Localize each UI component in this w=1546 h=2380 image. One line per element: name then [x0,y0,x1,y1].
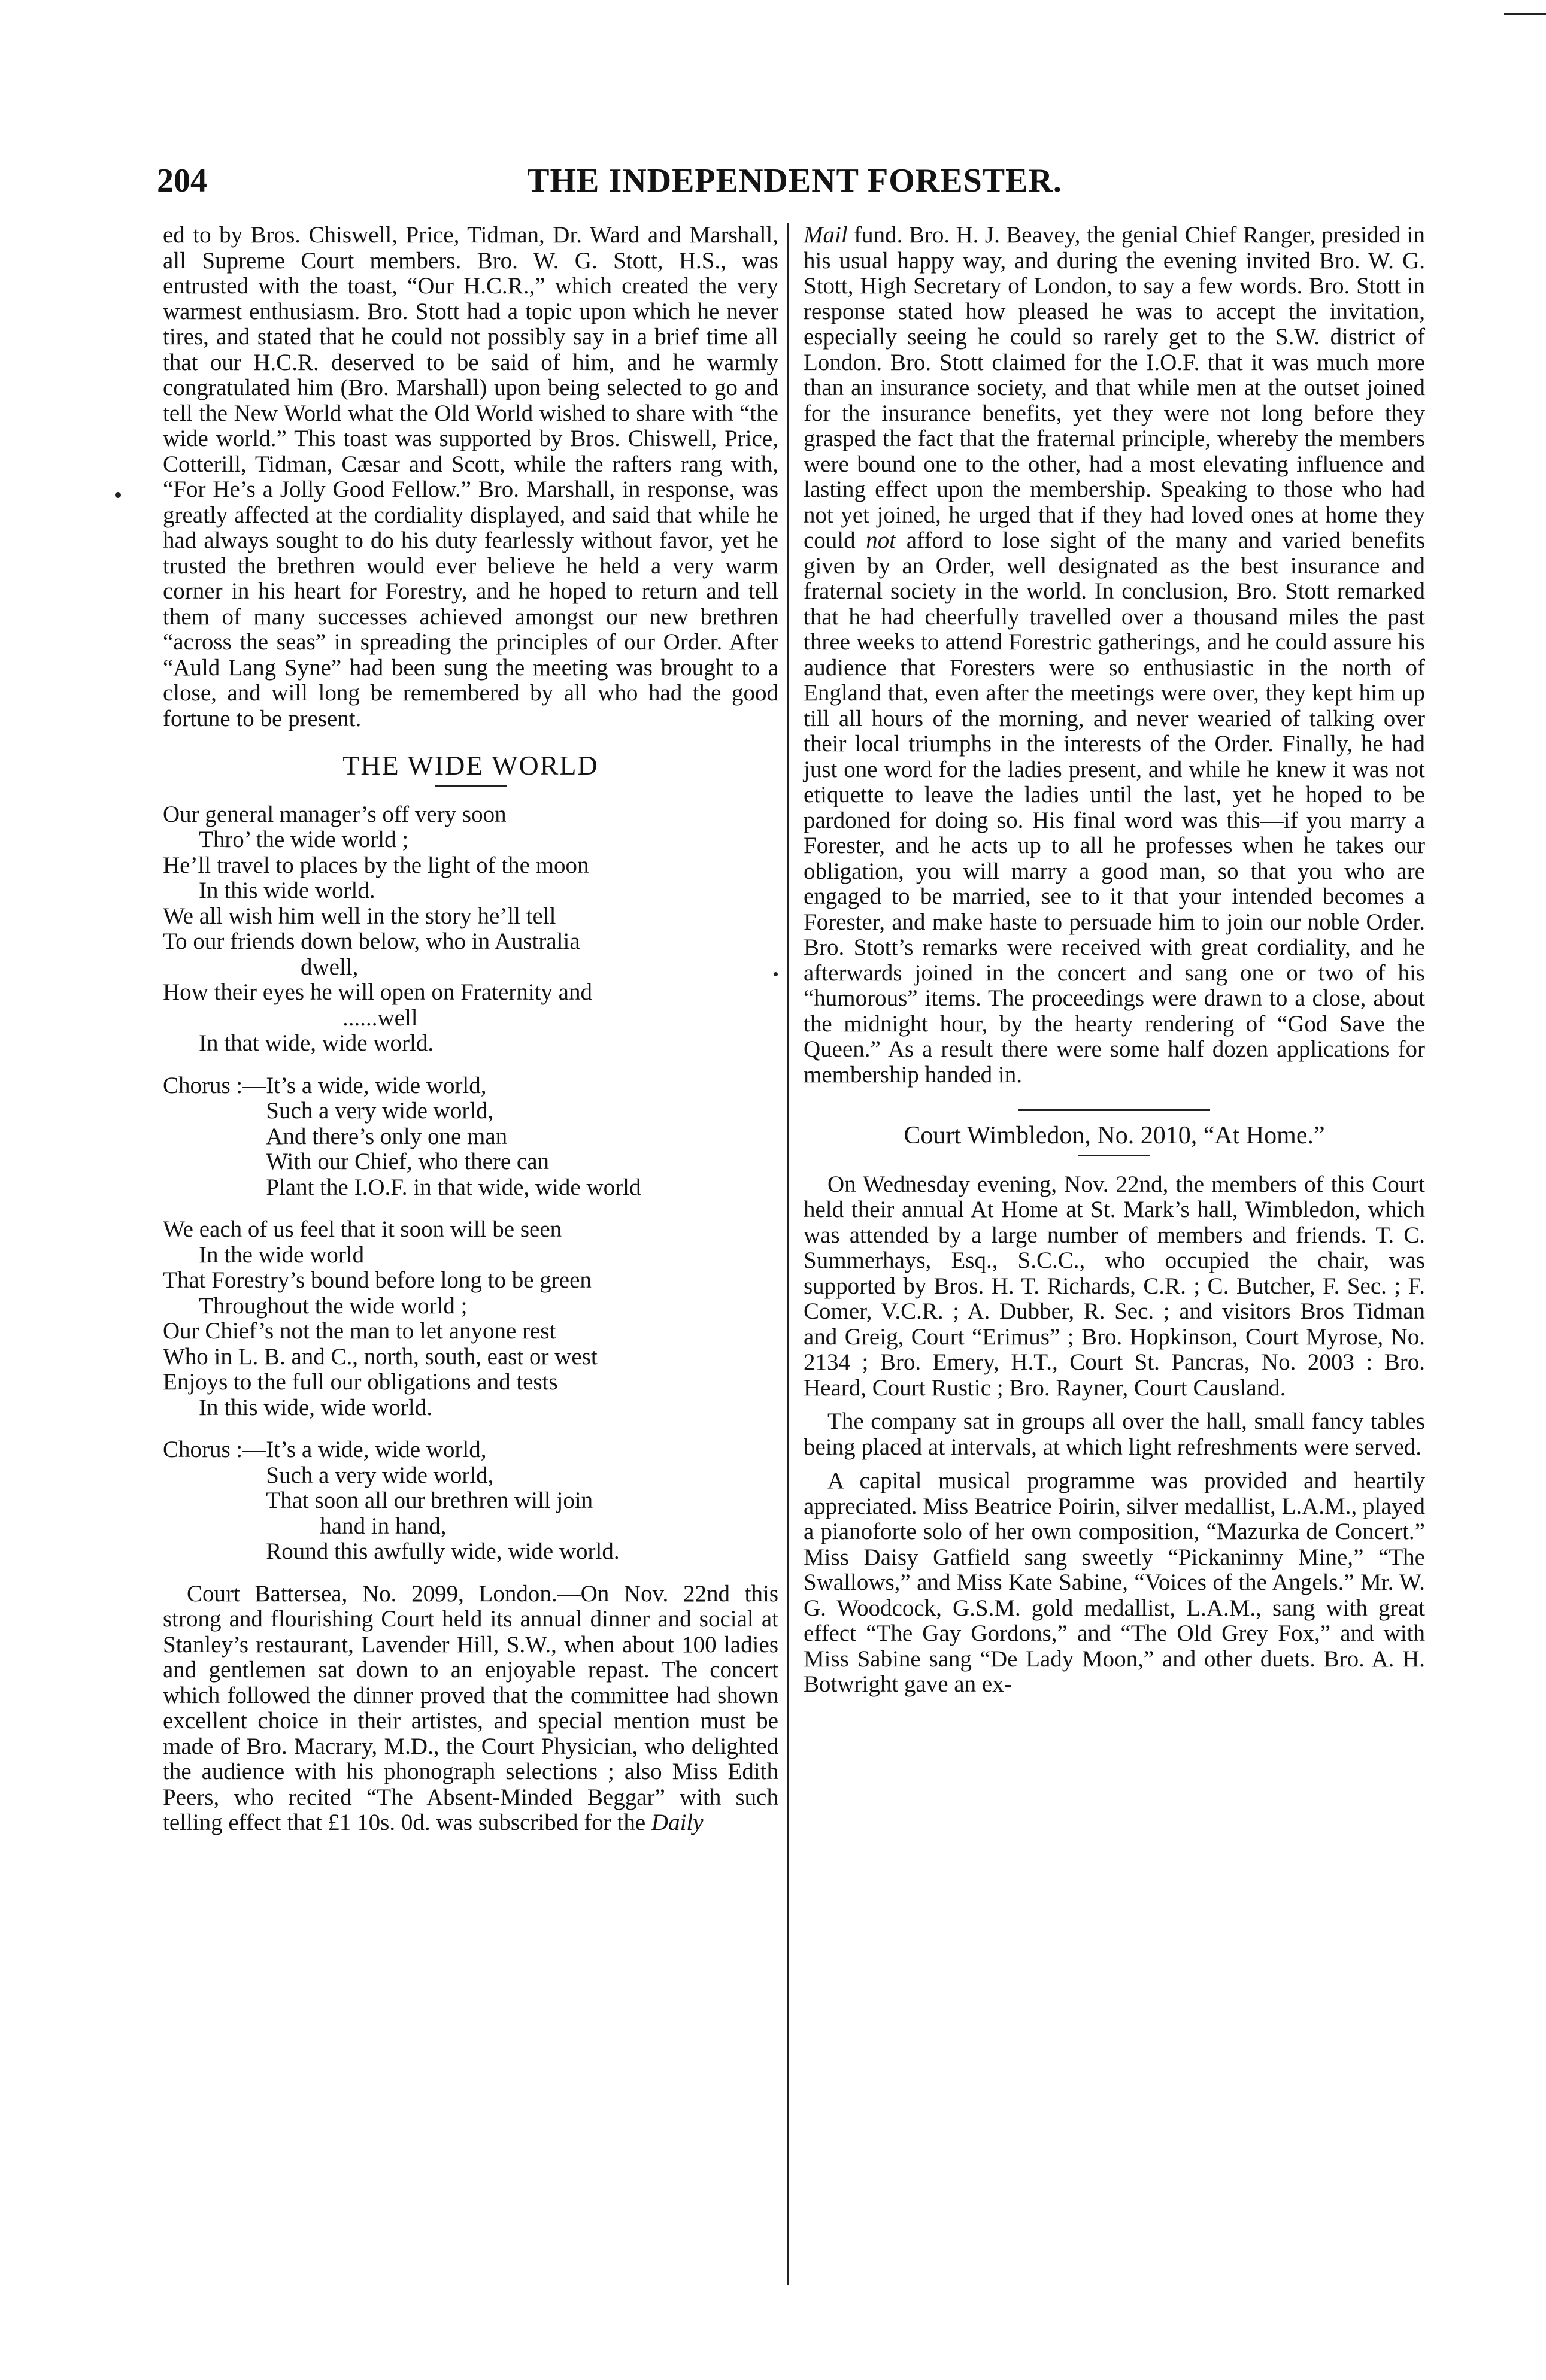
wimbledon-paragraph-2: The company sat in groups all over the hall, small fancy tables being placed at intervals, at which light refreshments were served. [804,1408,1425,1460]
verse-line: That Forestry’s bound before long to be green [163,1267,592,1293]
article-continuation-right [804,223,1425,1088]
poem-title: THE WIDE WORLD [342,750,599,781]
running-title: THE INDEPENDENT FORESTER. [527,162,1062,199]
wimbledon-paragraph-3: A capital musical programme was provided and heartily appreciated. Miss Beatrice Poirin, silver medallist, L.A.M., played a pianoforte solo of her own composition, “Mazurka de Concert.” Miss Daisy Gatfield sang sweetly “Pickaninny Mine,” “The Swallows,” and Miss Kate Sabine, “Voices of the Angels.” Mr. W. G. Woodcock, G.S.M. gold medallist, L.A.M., sang with great effect “The Gay Gordons,” and “The Old Grey Fox,” and with Miss Sabine sang “De Lady Moon,” and other duets. Bro. A. H. Botwright gave an ex- [804,1468,1425,1697]
stott-speech-text-rest: afford to lose sight of the many and varied benefits given by an Order, well designated as the best insurance and fraternal society in the world. In conclusion, Bro. Stott remarked that he had cheerfully travelled over a thousand miles the past three weeks to attend Forestric gatherings, and he could assure his audience that Foresters were so enthusiastic in the north of England that, even after the meetings were over, they kept him up till all hours of the morning, and never wearied of talking over their local triumphs in the interests of the Order. Finally, he had just one word for the ladies present, and while he knew it was not etiquette to leave the ladies until the last, yet he hoped to be pardoned for doing so. His final word was this—if you marry a Forester, and he acts up to all he professes when he takes our obligation, you will marry a good man, so that you who are engaged to be married, see to it that your intended becomes a Forester, and make haste to persuade him to join our noble Order. Bro. Stott’s remarks were received with great cordiality, and he afterwards joined in the concert and sang one or two of his “humorous” items. The proceedings were drawn to a close, about the midnight hour, by the hearty rendering of “God Save the Queen.” As a result there were some half dozen applications for membership handed in. [804,527,1425,1088]
verse-line: Who in L. B. and C., north, south, east or west [163,1343,598,1370]
poem-stanza-1 [163,802,778,1057]
page-number: 204 [157,162,207,199]
verse-line: dwell, [301,954,359,980]
verse-line: We each of us feel that it soon will be seen [163,1216,562,1242]
verse-line: Our general manager’s off very soon [163,801,507,827]
verse-line: Thro’ the wide world ; [199,827,409,852]
poem-chorus-1 [163,1073,778,1201]
verse-line: We all wish him well in the story he’ll tell [163,903,556,929]
page-header [157,157,1432,205]
article-continuation: ed to by Bros. Chiswell, Price, Tidman, Dr. Ward and Marshall, all Supreme Court members. Bro. W. G. Stott, H.S., was entrusted with the toast, “Our H.C.R.,” which created the very warmest enthusiasm. Bro. Stott had a topic upon which he never tires, and stated that he could not possibly say in a brief time all that our H.C.R. deserved to be said of him, and he warmly congratulated him (Bro. Marshall) upon being selected to go and tell the New World what the Old World wished to share with “the wide world.” This toast was supported by Bros. Chiswell, Price, Cotterill, Tidman, Cæsar and Scott, while the rafters rang with, “For He’s a Jolly Good Fellow.” Bro. Marshall, in response, was greatly affected at the cordiality displayed, and said that while he had always sought to do his duty fearlessly without favor, yet he trusted the brethren would ever believe he held a very warm corner in his heart for Forestry, and he hoped to return and tell them of many successes achieved amongst our new brethren “across the seas” in spreading the principles of our Order. After “Auld Lang Syne” had been sung the meeting was brought to a close, and will long be remembered by all who had the good fortune to be present. [163,222,778,731]
margin-dot [115,492,121,498]
verse-line: It’s a wide, wide world, [266,1437,487,1462]
left-column [163,223,778,1836]
verse-line: Such a very wide world, [266,1462,494,1488]
corner-rule [1504,13,1546,15]
verse-line: hand in hand, [320,1513,447,1539]
daily-mail-italic: Daily [651,1810,704,1835]
section-rule [1018,1109,1210,1111]
title-rule [435,785,507,787]
poem-chorus-2 [163,1437,778,1565]
verse-line: He’ll travel to places by the light of the moon [163,852,589,878]
verse-line: ......well [342,1004,418,1031]
verse-line: Round this awfully wide, wide world. [266,1538,620,1564]
verse-line: How their eyes he will open on Fraternity and [163,979,592,1005]
court-battersea-report [163,1581,778,1836]
column-divider [787,223,789,2285]
wimbledon-heading: Court Wimbledon, No. 2010, “At Home.” [904,1122,1325,1149]
court-battersea-text: Court Battersea, No. 2099, London.—On Nov. 22nd this strong and flourishing Court held its annual dinner and social at Stanley’s restaurant, Lavender Hill, S.W., when about 100 ladies and gentlemen sat down to an enjoyable repast. The concert which followed the dinner proved that the committee had shown excellent choice in their artistes, and special mention must be made of Bro. Macrary, M.D., the Court Physician, who delighted the audience with his phonograph selections ; also Miss Edith Peers, who recited “The Absent-Minded Beggar” with such telling effect that £1 10s. 0d. was subscribed for the [163,1580,778,1835]
chorus-label: Chorus :— [163,1437,266,1462]
verse-line: In the wide world [199,1241,365,1268]
right-column [804,223,1425,1698]
verse-line: That soon all our brethren will join [266,1488,593,1513]
mail-italic: Mail [804,222,848,248]
verse-line: Such a very wide world, [266,1098,494,1124]
verse-line: It’s a wide, wide world, [266,1072,487,1098]
verse-line: In this wide, wide world. [199,1394,432,1420]
emphasis-not: not [866,527,896,553]
verse-line: With our Chief, who there can [266,1149,550,1174]
stott-speech-text: fund. Bro. H. J. Beavey, the genial Chief Ranger, presided in his usual happy way, and during the evening invited Bro. W. G. Stott, High Secretary of London, to say a few words. Bro. Stott in response stated how pleased he was to accept the invitation, especially seeing he could so rarely get to the S.W. district of London. Bro. Stott claimed for the I.O.F. that it was much more than an insurance society, and that while men at the outset joined for the insurance benefits, yet they were not long before they grasped the fact that the fraternal principle, whereby the members were bound one to the other, had a most elevating influence and lasting effect upon the membership. Speaking to those who had not yet joined, he urged that if they had loved ones at home they could [804,222,1425,553]
verse-line: In this wide world. [199,878,375,903]
verse-line: Our Chief’s not the man to let anyone rest [163,1318,556,1344]
poem-stanza-2 [163,1217,778,1420]
heading-rule [1078,1155,1150,1156]
verse-line: To our friends down below, who in Australia [163,928,580,954]
verse-line: Plant the I.O.F. in that wide, wide world [266,1174,641,1200]
verse-line: In that wide, wide world. [199,1030,434,1056]
verse-line: Throughout the wide world ; [199,1292,468,1319]
chorus-label: Chorus :— [163,1072,266,1098]
verse-line: And there’s only one man [266,1123,508,1149]
verse-line: Enjoys to the full our obligations and tests [163,1369,558,1395]
wimbledon-paragraph-1: On Wednesday evening, Nov. 22nd, the members of this Court held their annual At Home at St. Mark’s hall, Wimbledon, which was attended by a large number of members and friends. T. C. Summerhays, Esq., S.C.C., who occupied the chair, was supported by Bros. H. T. Richards, C.R. ; C. Butcher, F. Sec. ; F. Comer, V.C.R. ; A. Dubber, R. Sec. ; and visitors Bros Tidman and Greig, Court “Erimus” ; Bro. Hopkinson, Court Myrose, No. 2134 ; Bro. Emery, H.T., Court St. Pancras, No. 2003 : Bro. Heard, Court Rustic ; Bro. Rayner, Court Causland. [804,1171,1425,1401]
